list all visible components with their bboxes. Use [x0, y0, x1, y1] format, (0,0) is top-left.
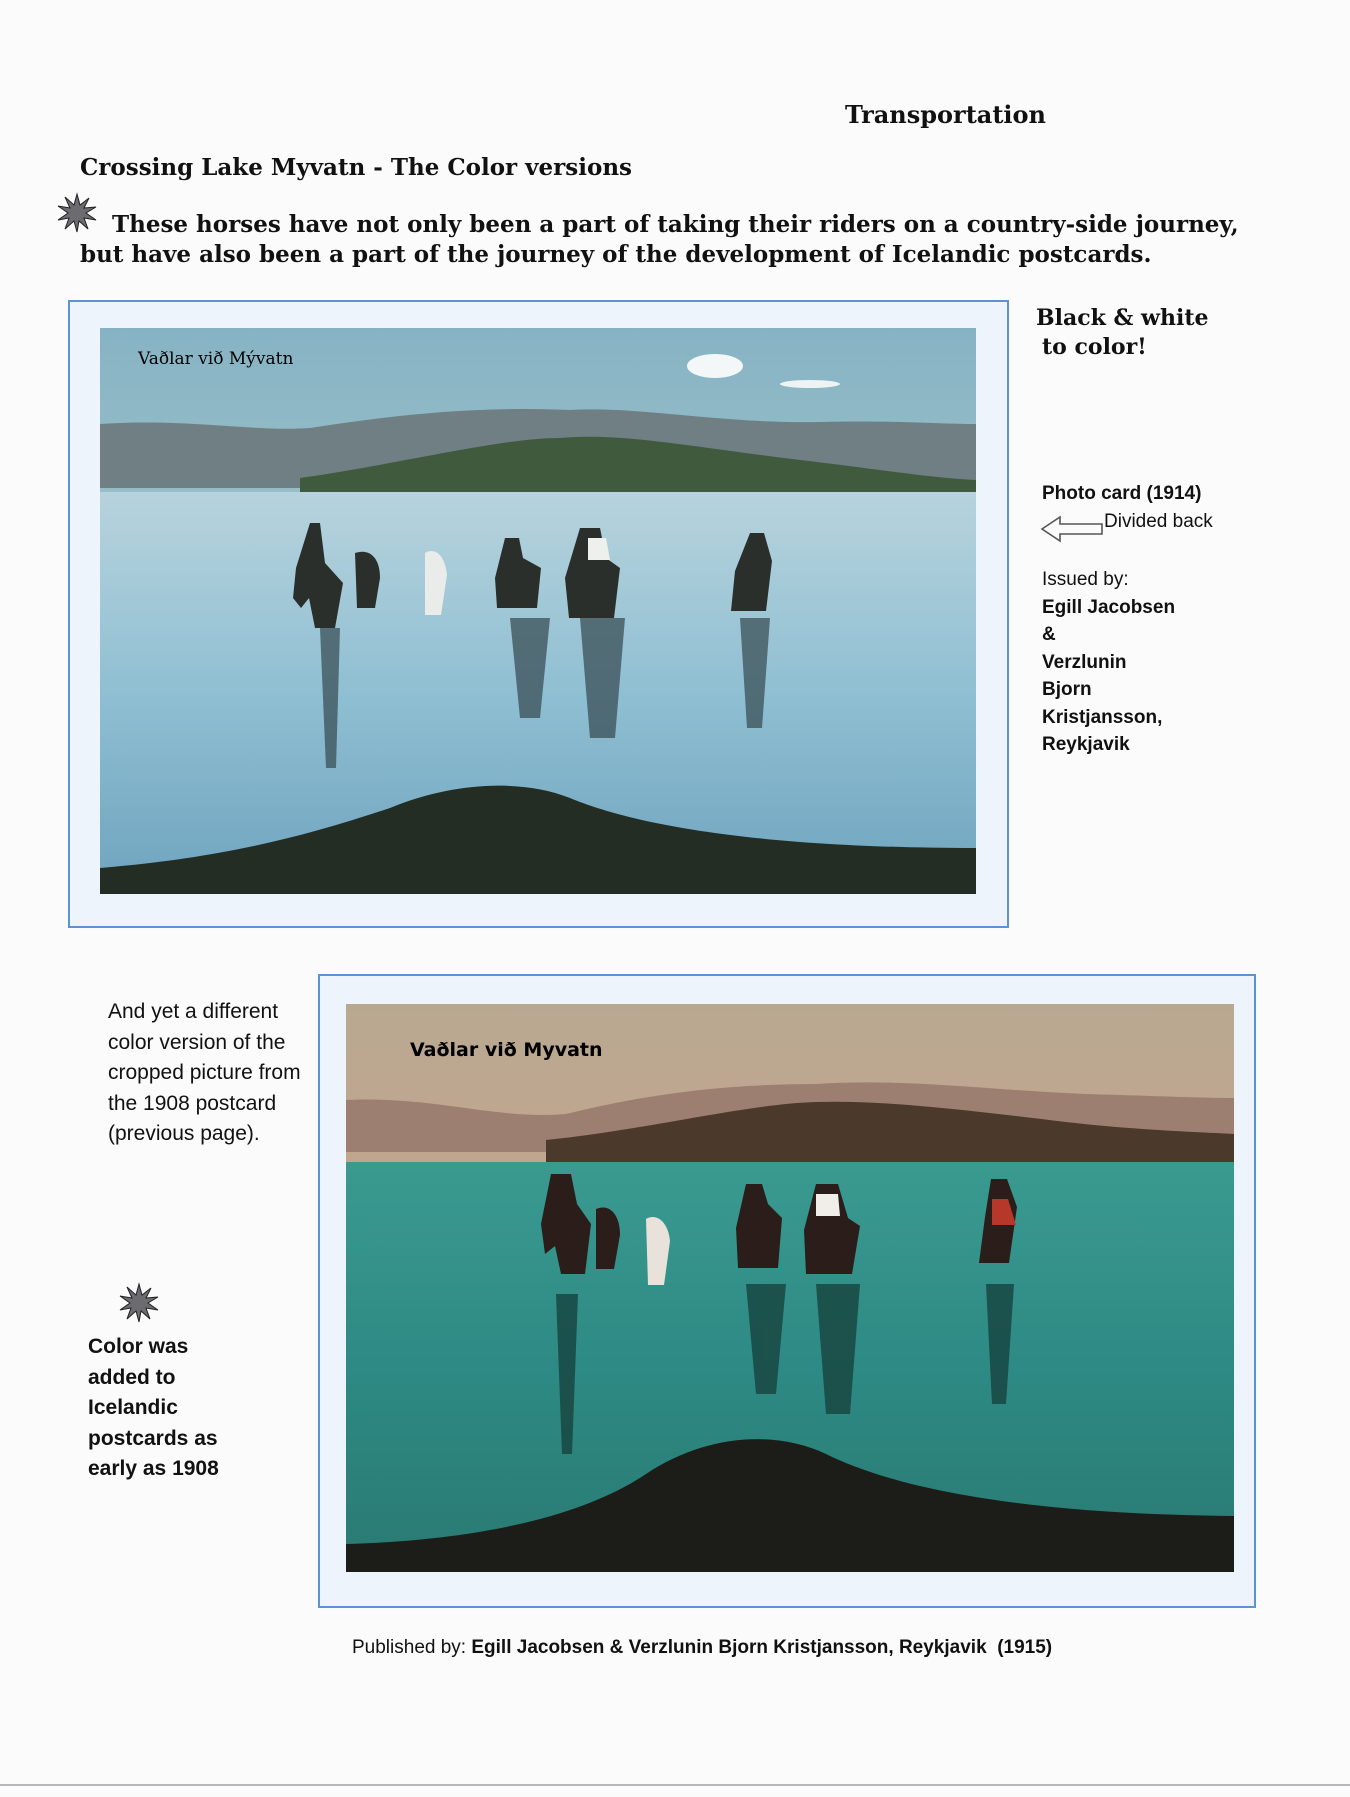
- page-title: Transportation: [845, 100, 1046, 129]
- footer-publisher: Egill Jacobsen & Verzlunin Bjorn Kristjansson, Reykjavik: [471, 1637, 987, 1658]
- divided-back-label: Divided back: [1104, 511, 1213, 532]
- page-bottom-edge: [0, 1784, 1350, 1786]
- issuer-line: &: [1042, 624, 1056, 645]
- bw-to-color-heading: [1036, 304, 1208, 362]
- bw-title-line2: to color!: [1042, 334, 1147, 360]
- postcard-1914: [100, 328, 976, 894]
- issued-by-block: [1042, 566, 1175, 759]
- publisher-footer: [352, 1637, 1052, 1659]
- issuer-line: Egill Jacobsen: [1042, 596, 1176, 618]
- footer-label: Published by:: [352, 1637, 472, 1658]
- issued-label: Issued by:: [1042, 569, 1129, 590]
- bw-title-line1: Black & white: [1036, 305, 1209, 331]
- page-subtitle: Crossing Lake Myvatn - The Color versions: [80, 154, 632, 181]
- color-history-note: Color was added to Icelandic postcards as early as 1908: [88, 1335, 219, 1480]
- intro-paragraph: These horses have not only been a part of taking their riders on a country-side journey, but have also been a part of the journey of the development of Icelandic postcards.: [80, 211, 1239, 268]
- issuer-line: Bjorn: [1042, 679, 1092, 700]
- footer-year: (1915): [997, 1637, 1053, 1658]
- cropped-version-note: And yet a different color version of the cropped picture from the 1908 postcard (previous page).: [108, 1000, 301, 1145]
- postcard-caption-1915: Vaðlar við Myvatn: [410, 1039, 603, 1061]
- starburst-icon: [118, 1282, 160, 1324]
- left-arrow-icon: [1040, 514, 1104, 544]
- postcard-1915: [346, 1004, 1234, 1572]
- issuer-line: Verzlunin: [1042, 651, 1127, 673]
- issuer-line: Kristjansson,: [1042, 706, 1163, 728]
- issuer-line: Reykjavik: [1042, 734, 1130, 755]
- postcard-caption-1914: Vaðlar við Mývatn: [138, 349, 294, 369]
- photo-card-label: Photo card (1914): [1042, 483, 1202, 504]
